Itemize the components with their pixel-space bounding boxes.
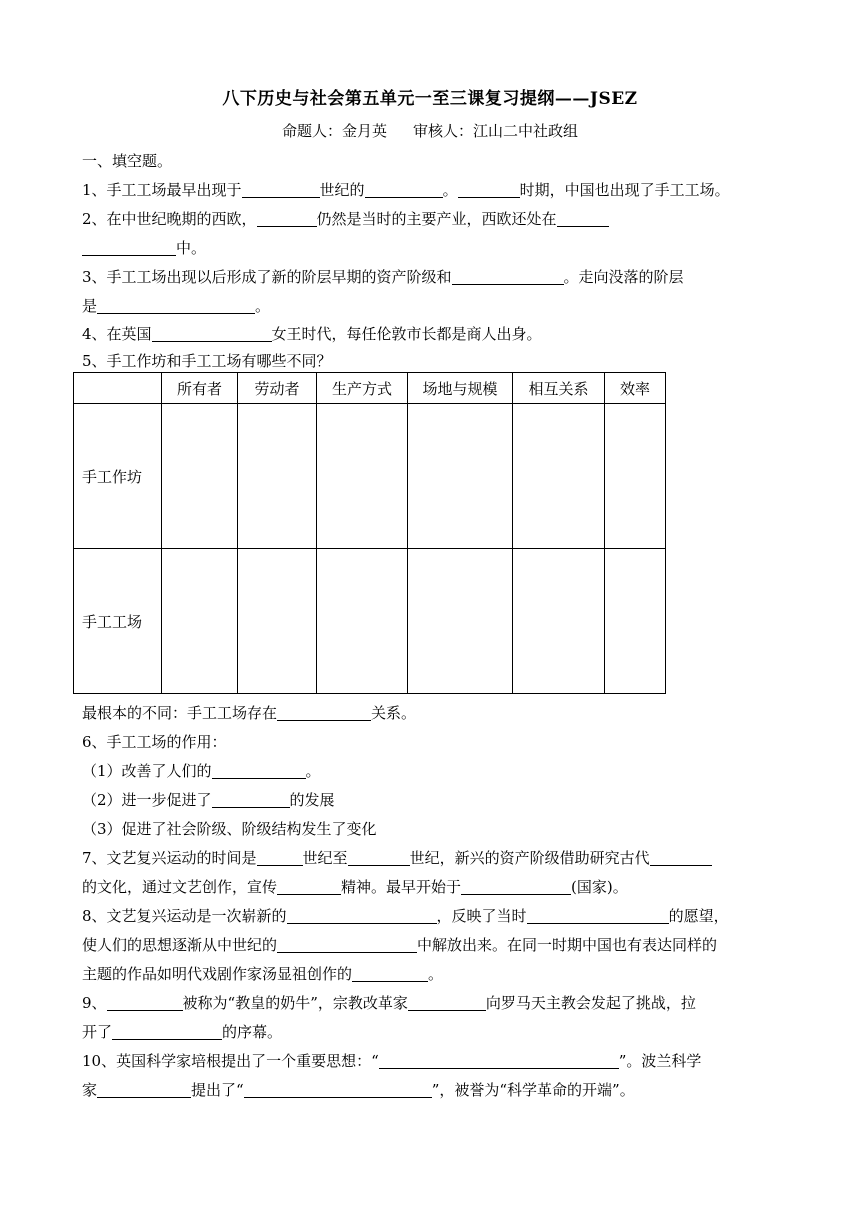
table-header: 劳动者 [238,373,317,404]
answer-blank[interactable] [650,849,712,866]
table-header [74,373,162,404]
question-8-cont-2: 主题的作品如明代戏剧作家汤显祖创作的 。 [82,965,444,983]
table-cell[interactable] [238,549,317,694]
table-header: 所有者 [162,373,238,404]
question-5: 5、手工作坊和手工工场有哪些不同？ [82,352,332,370]
author: 命题人：金月英 [281,122,387,140]
question-1: 1、手工工场最早出现于 世纪的 。 时期，中国也出现了手工工场。 [82,181,730,199]
question-2-cont: 中。 [82,237,206,258]
question-8-cont: 使人们的思想逐渐从中世纪的 中解放出来。在同一时期中国也有表达同样的 [82,936,718,954]
answer-blank[interactable] [97,1081,191,1098]
answer-blank[interactable] [408,994,486,1011]
table-header: 场地与规模 [408,373,513,404]
table-cell[interactable] [317,549,408,694]
table-row [74,549,666,694]
question-6-item-3: （3）促进了社会阶级、阶级结构发生了变化 [82,820,377,838]
question-10: 10、英国科学家培根提出了一个重要思想：“ ”。波兰科学 [82,1052,702,1070]
answer-blank[interactable] [212,762,306,779]
answer-blank[interactable] [242,181,320,198]
answer-blank[interactable] [452,268,564,285]
answer-blank[interactable] [379,1052,619,1069]
table-cell[interactable] [605,549,666,694]
table-cell[interactable] [513,549,605,694]
document-title: 八下历史与社会第五单元一至三课复习提纲——JSEZ [222,89,638,109]
reviewer: 审核人：江山二中社政组 [413,122,579,140]
table-cell[interactable] [408,404,513,549]
answer-blank[interactable] [277,704,371,721]
answer-blank[interactable] [257,210,317,227]
comparison-table [73,372,666,694]
answer-blank[interactable] [107,994,183,1011]
table-header: 生产方式 [317,373,408,404]
table-cell[interactable] [162,404,238,549]
answer-blank[interactable] [527,907,669,924]
answer-blank[interactable] [82,239,176,256]
question-6-item-2: （2）进一步促进了 的发展 [82,791,335,809]
answer-blank[interactable] [352,965,428,982]
author-line [0,120,860,141]
table-cell[interactable] [317,404,408,549]
answer-blank[interactable] [212,791,290,808]
question-5-fundamental: 最根本的不同：手工工场存在 关系。 [82,704,417,722]
table-cell[interactable] [605,404,666,549]
table-cell[interactable] [238,404,317,549]
question-10-cont: 家 提出了“ ”，被誉为“科学革命的开端”。 [82,1081,635,1099]
question-3-cont: 是 。 [82,297,271,315]
row-label: 手工作坊 [74,404,162,549]
table-header: 效率 [605,373,666,404]
table-row [74,404,666,549]
table-cell[interactable] [513,404,605,549]
answer-blank[interactable] [277,936,417,953]
question-6-item-1: （1）改善了人们的 。 [82,762,321,780]
answer-blank[interactable] [348,849,410,866]
row-label: 手工工场 [74,549,162,694]
answer-blank[interactable] [458,181,520,198]
answer-blank[interactable] [365,181,443,198]
answer-blank[interactable] [557,210,609,227]
question-3: 3、手工工场出现以后形成了新的阶层早期的资产阶级和 。走向没落的阶层 [82,268,684,286]
answer-blank[interactable] [97,297,255,314]
question-7: 7、文艺复兴运动的时间是 世纪至 世纪，新兴的资产阶级借助研究古代 [82,847,712,868]
answer-blank[interactable] [152,325,272,342]
question-9: 9、 被称为“教皇的奶牛”，宗教改革家 向罗马天主教会发起了挑战，拉 [82,994,696,1012]
table-header: 相互关系 [513,373,605,404]
table-cell[interactable] [162,549,238,694]
question-6: 6、手工工场的作用： [82,733,227,751]
table-cell[interactable] [408,549,513,694]
question-9-cont: 开了 的序幕。 [82,1023,283,1041]
section-heading: 一、填空题。 [82,152,173,170]
question-7-cont: 的文化，通过文艺创作，宣传 精神。最早开始于 (国家)。 [82,878,628,896]
question-8: 8、文艺复兴运动是一次崭新的 ，反映了当时 的愿望， [82,907,729,925]
question-2: 2、在中世纪晚期的西欧， 仍然是当时的主要产业，西欧还处在 [82,208,609,229]
answer-blank[interactable] [461,878,571,895]
answer-blank[interactable] [287,907,437,924]
table-header-row [74,373,666,404]
answer-blank[interactable] [244,1081,432,1098]
question-4: 4、在英国 女王时代，每任伦敦市长都是商人出身。 [82,325,542,343]
answer-blank[interactable] [277,878,341,895]
answer-blank[interactable] [257,849,303,866]
answer-blank[interactable] [112,1023,222,1040]
